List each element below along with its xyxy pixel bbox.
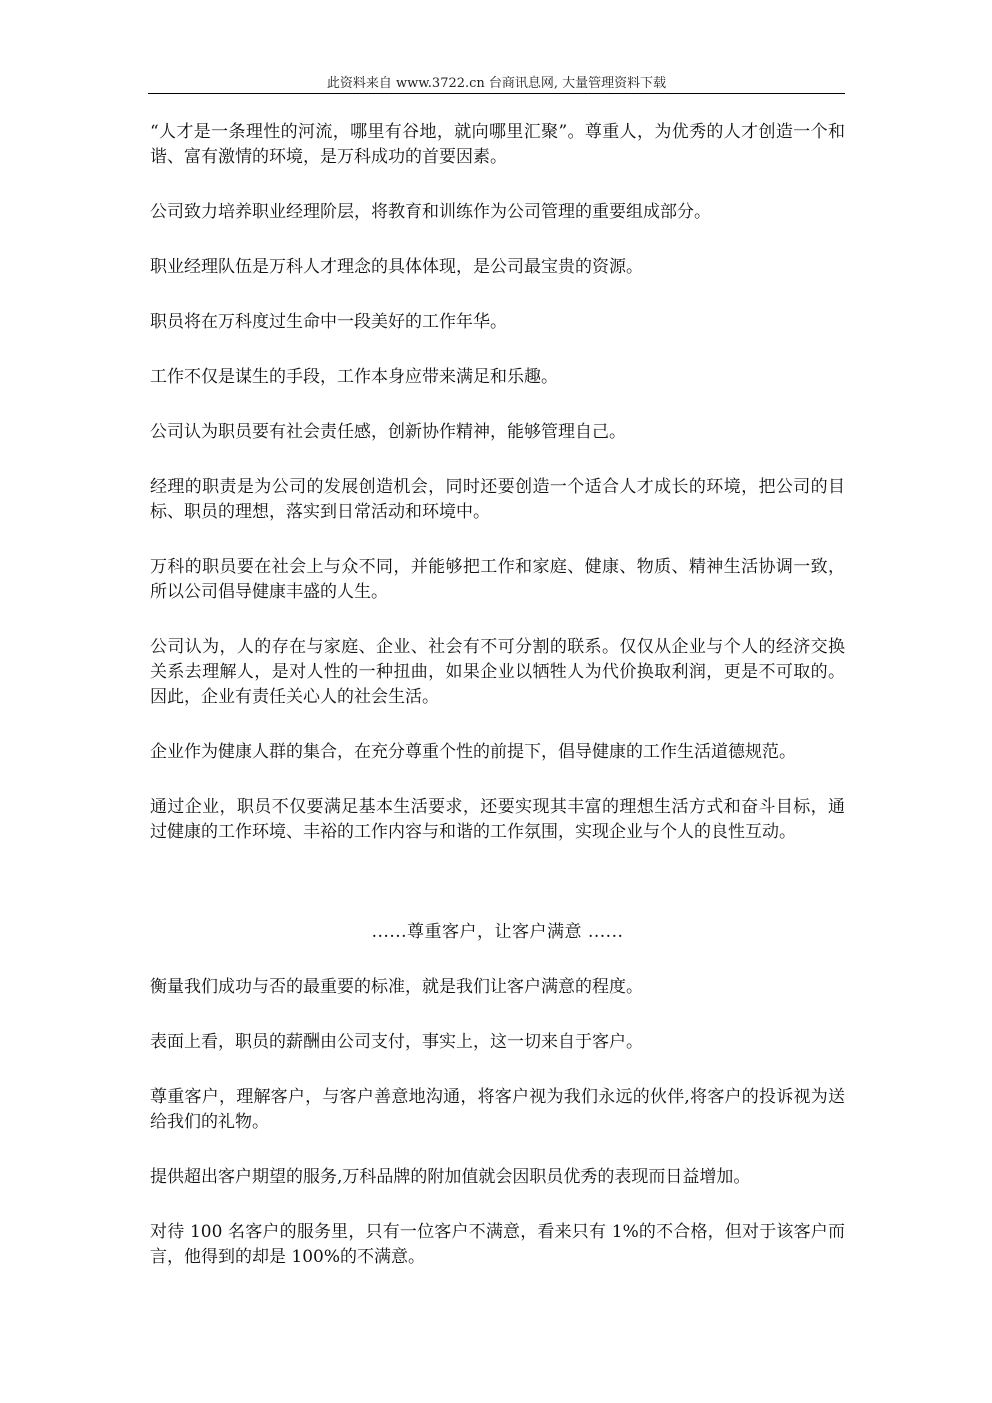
paragraph-respect-customer: 尊重客户，理解客户，与客户善意地沟通，将客户视为我们永远的伙伴,将客户的投诉视为送给我们的礼物。 bbox=[150, 1087, 845, 1132]
paragraph-interaction: 通过企业，职员不仅要满足基本生活要求，还要实现其丰富的理想生活方式和奋斗目标，通过健康的工作环境、丰裕的工作内容与和谐的工作氛围，实现企业与个人的良性互动。 bbox=[150, 797, 845, 842]
paragraph-manager-training: 公司致力培养职业经理阶层，将教育和训练作为公司管理的重要组成部分。 bbox=[150, 202, 711, 222]
paragraph-success-standard: 衡量我们成功与否的最重要的标准，就是我们让客户满意的程度。 bbox=[150, 977, 643, 997]
paragraph-hundred-customers: 对待 100 名客户的服务里，只有一位客户不满意，看来只有 1%的不合格，但对于该客户而言，他得到的却是 100%的不满意。 bbox=[150, 1222, 845, 1267]
paragraph-talent-river: “人才是一条理性的河流，哪里有谷地，就向哪里汇聚”。尊重人，为优秀的人才创造一个和谐、富有激情的环境，是万科成功的首要因素。 bbox=[150, 122, 845, 167]
paragraph-ethics: 企业作为健康人群的集合，在充分尊重个性的前提下，倡导健康的工作生活道德规范。 bbox=[150, 742, 796, 762]
section-spacer bbox=[150, 845, 845, 890]
paragraph-brand-value: 提供超出客户期望的服务,万科品牌的附加值就会因职员优秀的表现而日益增加。 bbox=[150, 1167, 751, 1187]
document-body bbox=[150, 120, 845, 1270]
paragraph-salary-source: 表面上看，职员的薪酬由公司支付，事实上，这一切来自于客户。 bbox=[150, 1032, 643, 1052]
paragraph-working-years: 职员将在万科度过生命中一段美好的工作年华。 bbox=[150, 312, 507, 332]
header-divider bbox=[148, 93, 845, 94]
paragraph-manager-team: 职业经理队伍是万科人才理念的具体体现，是公司最宝贵的资源。 bbox=[150, 257, 643, 277]
paragraph-social-responsibility: 公司认为职员要有社会责任感，创新协作精神，能够管理自己。 bbox=[150, 422, 626, 442]
paragraph-healthy-life: 万科的职员要在社会上与众不同，并能够把工作和家庭、健康、物质、精神生活协调一致，所以公司倡导健康丰盛的人生。 bbox=[150, 557, 845, 602]
paragraph-social-life: 公司认为，人的存在与家庭、企业、社会有不可分割的联系。仅仅从企业与个人的经济交换关系去理解人，是对人性的一种扭曲，如果企业以牺牲人为代价换取利润，更是不可取的。因此，企业有责任关心人的社会生活。 bbox=[150, 637, 845, 707]
paragraph-manager-duty: 经理的职责是为公司的发展创造机会，同时还要创造一个适合人才成长的环境，把公司的目标、职员的理想，落实到日常活动和环境中。 bbox=[150, 477, 845, 522]
page-header-source-line: 此资料来自 www.3722.cn 台商讯息网, 大量管理资料下载 bbox=[326, 76, 667, 91]
paragraph-work-satisfaction: 工作不仅是谋生的手段，工作本身应带来满足和乐趣。 bbox=[150, 367, 558, 387]
section-title-customer: ......尊重客户，让客户满意 ...... bbox=[371, 922, 624, 942]
